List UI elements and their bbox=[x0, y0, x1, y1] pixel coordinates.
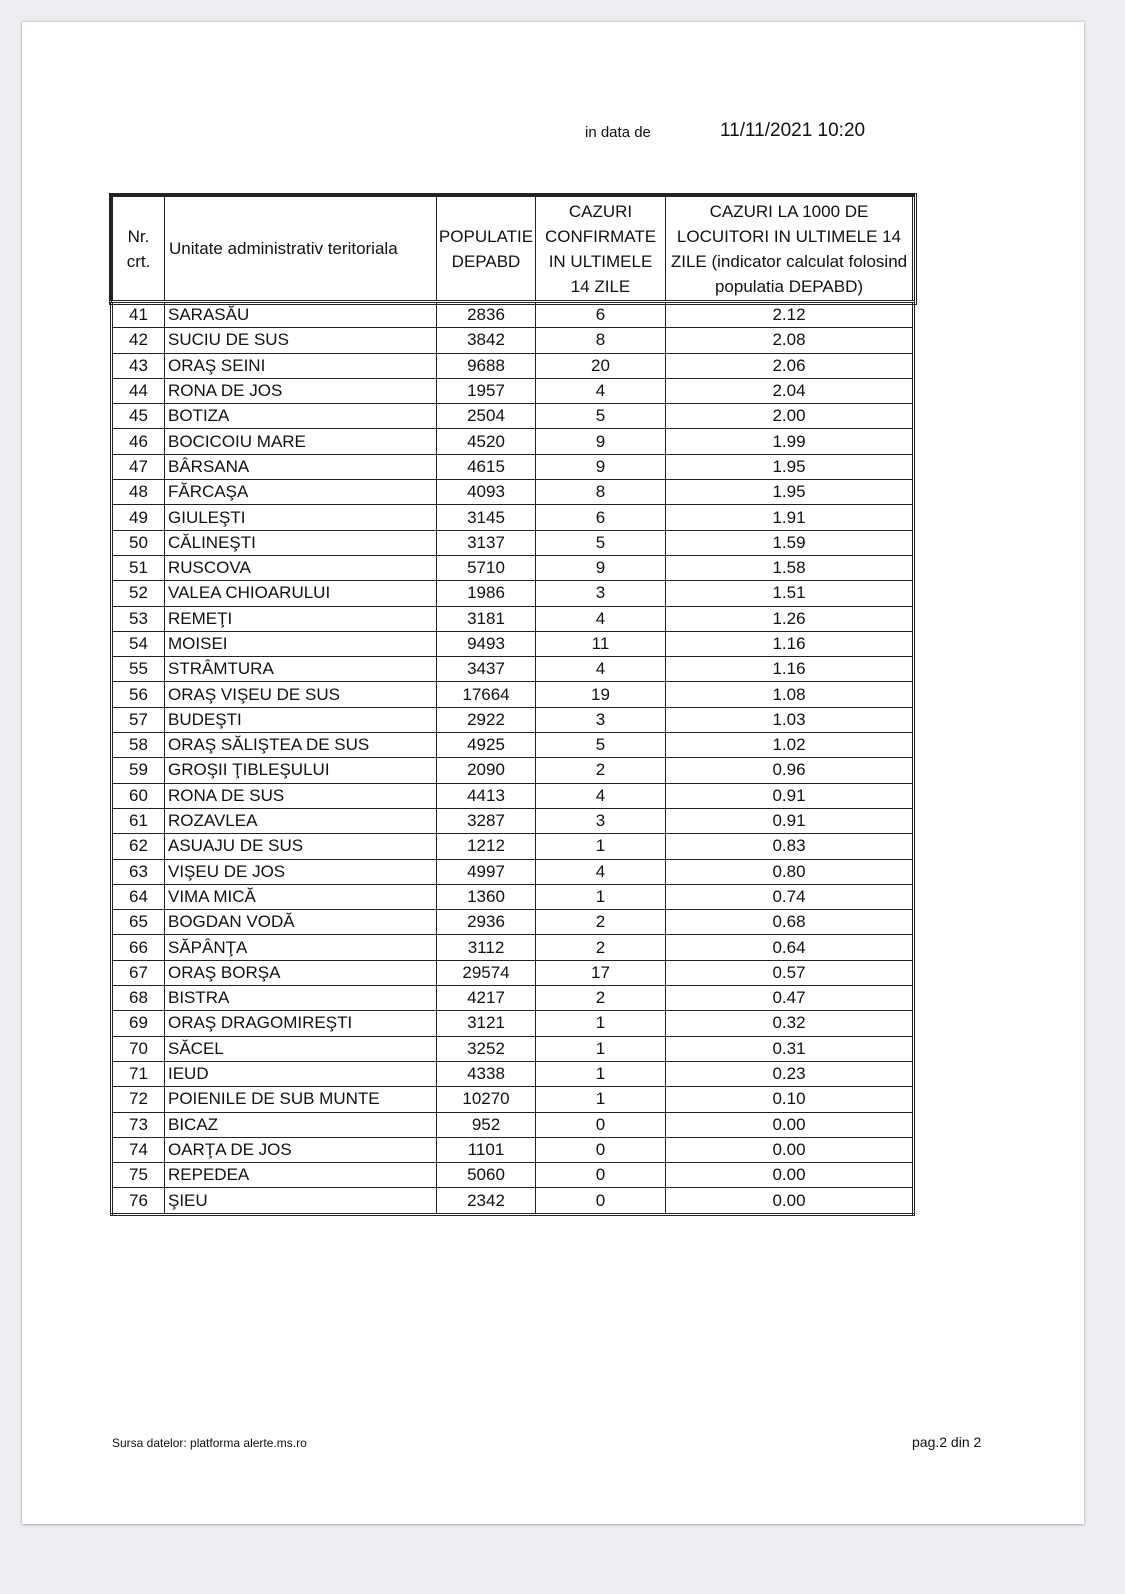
cases-table-container bbox=[110, 194, 912, 1216]
cell-population: 3145 bbox=[437, 505, 536, 530]
table-row bbox=[112, 1061, 914, 1086]
cell-cases: 9 bbox=[536, 429, 666, 454]
cell-nr: 56 bbox=[112, 682, 165, 707]
cell-uat: VALEA CHIOARULUI bbox=[165, 581, 437, 606]
cell-nr: 66 bbox=[112, 935, 165, 960]
cell-cases: 4 bbox=[536, 783, 666, 808]
table-row bbox=[112, 960, 914, 985]
cell-nr: 57 bbox=[112, 707, 165, 732]
cell-cases: 19 bbox=[536, 682, 666, 707]
cell-rate: 0.00 bbox=[666, 1163, 914, 1188]
cell-population: 9688 bbox=[437, 353, 536, 378]
cell-uat: BÂRSANA bbox=[165, 454, 437, 479]
cell-nr: 74 bbox=[112, 1137, 165, 1162]
cell-uat: REPEDEA bbox=[165, 1163, 437, 1188]
cell-nr: 61 bbox=[112, 808, 165, 833]
column-header-rate: CAZURI LA 1000 DE LOCUITORI IN ULTIMELE 14 ZILE (indicator calculat folosind populatia DEPABD) bbox=[666, 196, 914, 302]
table-row bbox=[112, 378, 914, 403]
cell-rate: 0.68 bbox=[666, 910, 914, 935]
table-row bbox=[112, 404, 914, 429]
table-row bbox=[112, 682, 914, 707]
cell-rate: 1.16 bbox=[666, 657, 914, 682]
table-row bbox=[112, 581, 914, 606]
cell-cases: 5 bbox=[536, 733, 666, 758]
cell-nr: 45 bbox=[112, 404, 165, 429]
column-header-nr: Nr. crt. bbox=[112, 196, 165, 302]
table-row bbox=[112, 1087, 914, 1112]
cell-cases: 8 bbox=[536, 328, 666, 353]
footer-page-number: pag.2 din 2 bbox=[912, 1434, 982, 1450]
cell-uat: IEUD bbox=[165, 1061, 437, 1086]
column-header-cases: CAZURI CONFIRMATE IN ULTIMELE 14 ZILE bbox=[536, 196, 666, 302]
cell-uat: BOTIZA bbox=[165, 404, 437, 429]
document-page bbox=[22, 22, 1084, 1524]
cell-uat: MOISEI bbox=[165, 631, 437, 656]
table-row bbox=[112, 429, 914, 454]
cell-nr: 42 bbox=[112, 328, 165, 353]
cell-population: 952 bbox=[437, 1112, 536, 1137]
cell-rate: 1.16 bbox=[666, 631, 914, 656]
table-row bbox=[112, 986, 914, 1011]
cell-uat: BISTRA bbox=[165, 986, 437, 1011]
cell-nr: 76 bbox=[112, 1188, 165, 1214]
cell-cases: 1 bbox=[536, 1087, 666, 1112]
cell-rate: 0.31 bbox=[666, 1036, 914, 1061]
cell-nr: 43 bbox=[112, 353, 165, 378]
cell-cases: 4 bbox=[536, 378, 666, 403]
cell-cases: 17 bbox=[536, 960, 666, 985]
cell-nr: 41 bbox=[112, 302, 165, 328]
cell-nr: 49 bbox=[112, 505, 165, 530]
cell-population: 2504 bbox=[437, 404, 536, 429]
table-row bbox=[112, 1036, 914, 1061]
table-row bbox=[112, 1163, 914, 1188]
cell-uat: SĂPÂNŢA bbox=[165, 935, 437, 960]
table-row bbox=[112, 555, 914, 580]
cell-uat: BOCICOIU MARE bbox=[165, 429, 437, 454]
cell-population: 4338 bbox=[437, 1061, 536, 1086]
cell-rate: 1.91 bbox=[666, 505, 914, 530]
table-row bbox=[112, 935, 914, 960]
cell-population: 4925 bbox=[437, 733, 536, 758]
cell-population: 3121 bbox=[437, 1011, 536, 1036]
table-row bbox=[112, 454, 914, 479]
cell-rate: 1.03 bbox=[666, 707, 914, 732]
cell-population: 2342 bbox=[437, 1188, 536, 1214]
cell-cases: 4 bbox=[536, 657, 666, 682]
cell-cases: 1 bbox=[536, 1036, 666, 1061]
footer-source: Sursa datelor: platforma alerte.ms.ro bbox=[112, 1436, 307, 1450]
cell-rate: 0.10 bbox=[666, 1087, 914, 1112]
cell-cases: 0 bbox=[536, 1112, 666, 1137]
cell-rate: 1.58 bbox=[666, 555, 914, 580]
cell-population: 3252 bbox=[437, 1036, 536, 1061]
table-row bbox=[112, 302, 914, 328]
cell-population: 5060 bbox=[437, 1163, 536, 1188]
cell-uat: ASUAJU DE SUS bbox=[165, 834, 437, 859]
cell-cases: 11 bbox=[536, 631, 666, 656]
cell-cases: 5 bbox=[536, 530, 666, 555]
cell-nr: 73 bbox=[112, 1112, 165, 1137]
table-row bbox=[112, 834, 914, 859]
cell-population: 4520 bbox=[437, 429, 536, 454]
table-row bbox=[112, 328, 914, 353]
cell-uat: SUCIU DE SUS bbox=[165, 328, 437, 353]
cell-population: 2936 bbox=[437, 910, 536, 935]
cell-cases: 20 bbox=[536, 353, 666, 378]
cell-cases: 8 bbox=[536, 480, 666, 505]
cell-cases: 2 bbox=[536, 986, 666, 1011]
cell-cases: 2 bbox=[536, 758, 666, 783]
table-row bbox=[112, 1112, 914, 1137]
cell-nr: 63 bbox=[112, 859, 165, 884]
cell-population: 3112 bbox=[437, 935, 536, 960]
cell-nr: 69 bbox=[112, 1011, 165, 1036]
cell-cases: 0 bbox=[536, 1163, 666, 1188]
cell-cases: 2 bbox=[536, 935, 666, 960]
cell-nr: 53 bbox=[112, 606, 165, 631]
cell-nr: 70 bbox=[112, 1036, 165, 1061]
cell-uat: RUSCOVA bbox=[165, 555, 437, 580]
table-row bbox=[112, 1188, 914, 1214]
cell-rate: 0.57 bbox=[666, 960, 914, 985]
cell-nr: 75 bbox=[112, 1163, 165, 1188]
header-row bbox=[112, 196, 914, 302]
cell-population: 1957 bbox=[437, 378, 536, 403]
cell-rate: 1.95 bbox=[666, 454, 914, 479]
cell-uat: REMEŢI bbox=[165, 606, 437, 631]
cell-cases: 3 bbox=[536, 808, 666, 833]
cell-rate: 1.02 bbox=[666, 733, 914, 758]
cell-rate: 0.83 bbox=[666, 834, 914, 859]
cell-nr: 54 bbox=[112, 631, 165, 656]
cell-nr: 71 bbox=[112, 1061, 165, 1086]
report-date-line bbox=[22, 122, 1084, 144]
cell-cases: 3 bbox=[536, 707, 666, 732]
cell-rate: 0.80 bbox=[666, 859, 914, 884]
cell-rate: 2.12 bbox=[666, 302, 914, 328]
cell-cases: 6 bbox=[536, 302, 666, 328]
cell-uat: ORAŞ SĂLIŞTEA DE SUS bbox=[165, 733, 437, 758]
cell-nr: 59 bbox=[112, 758, 165, 783]
cell-uat: ROZAVLEA bbox=[165, 808, 437, 833]
cell-rate: 0.32 bbox=[666, 1011, 914, 1036]
cell-population: 9493 bbox=[437, 631, 536, 656]
table-row bbox=[112, 707, 914, 732]
date-label: in data de bbox=[585, 124, 651, 141]
cell-uat: OARŢA DE JOS bbox=[165, 1137, 437, 1162]
cell-population: 2922 bbox=[437, 707, 536, 732]
cell-nr: 60 bbox=[112, 783, 165, 808]
cell-nr: 72 bbox=[112, 1087, 165, 1112]
table-row bbox=[112, 606, 914, 631]
cell-population: 4997 bbox=[437, 859, 536, 884]
cell-population: 1360 bbox=[437, 884, 536, 909]
cell-population: 17664 bbox=[437, 682, 536, 707]
cell-rate: 1.99 bbox=[666, 429, 914, 454]
cell-nr: 51 bbox=[112, 555, 165, 580]
column-header-population: POPULATIE DEPABD bbox=[437, 196, 536, 302]
cell-nr: 67 bbox=[112, 960, 165, 985]
cell-cases: 1 bbox=[536, 834, 666, 859]
cell-rate: 2.04 bbox=[666, 378, 914, 403]
cell-uat: FĂRCAŞA bbox=[165, 480, 437, 505]
cell-population: 1986 bbox=[437, 581, 536, 606]
cell-rate: 1.26 bbox=[666, 606, 914, 631]
cell-population: 2090 bbox=[437, 758, 536, 783]
cell-cases: 9 bbox=[536, 555, 666, 580]
cell-uat: POIENILE DE SUB MUNTE bbox=[165, 1087, 437, 1112]
cell-uat: GROŞII ŢIBLEŞULUI bbox=[165, 758, 437, 783]
cell-rate: 0.47 bbox=[666, 986, 914, 1011]
cell-rate: 2.08 bbox=[666, 328, 914, 353]
cell-cases: 1 bbox=[536, 1061, 666, 1086]
cell-rate: 0.91 bbox=[666, 808, 914, 833]
cell-nr: 50 bbox=[112, 530, 165, 555]
cell-population: 5710 bbox=[437, 555, 536, 580]
cell-population: 3137 bbox=[437, 530, 536, 555]
cell-nr: 55 bbox=[112, 657, 165, 682]
cell-nr: 48 bbox=[112, 480, 165, 505]
cell-nr: 47 bbox=[112, 454, 165, 479]
cell-nr: 64 bbox=[112, 884, 165, 909]
cell-nr: 46 bbox=[112, 429, 165, 454]
cell-cases: 1 bbox=[536, 1011, 666, 1036]
cell-cases: 0 bbox=[536, 1188, 666, 1214]
cell-uat: BOGDAN VODĂ bbox=[165, 910, 437, 935]
cell-population: 3287 bbox=[437, 808, 536, 833]
cell-population: 1101 bbox=[437, 1137, 536, 1162]
cell-uat: ORAŞ BORŞA bbox=[165, 960, 437, 985]
column-header-uat: Unitate administrativ teritoriala bbox=[165, 196, 437, 302]
table-row bbox=[112, 859, 914, 884]
cell-cases: 6 bbox=[536, 505, 666, 530]
cell-uat: STRÂMTURA bbox=[165, 657, 437, 682]
table-row bbox=[112, 530, 914, 555]
cell-uat: VIŞEU DE JOS bbox=[165, 859, 437, 884]
cell-population: 3842 bbox=[437, 328, 536, 353]
cell-population: 3181 bbox=[437, 606, 536, 631]
table-row bbox=[112, 657, 914, 682]
cell-uat: RONA DE SUS bbox=[165, 783, 437, 808]
table-row bbox=[112, 631, 914, 656]
cell-cases: 4 bbox=[536, 859, 666, 884]
table-row bbox=[112, 505, 914, 530]
cell-nr: 52 bbox=[112, 581, 165, 606]
cell-uat: ORAŞ DRAGOMIREŞTI bbox=[165, 1011, 437, 1036]
cell-population: 4217 bbox=[437, 986, 536, 1011]
cell-uat: RONA DE JOS bbox=[165, 378, 437, 403]
cell-rate: 0.96 bbox=[666, 758, 914, 783]
cell-population: 10270 bbox=[437, 1087, 536, 1112]
cell-rate: 0.23 bbox=[666, 1061, 914, 1086]
cell-rate: 0.91 bbox=[666, 783, 914, 808]
table-row bbox=[112, 884, 914, 909]
cell-uat: ORAŞ VIŞEU DE SUS bbox=[165, 682, 437, 707]
cell-cases: 4 bbox=[536, 606, 666, 631]
table-row bbox=[112, 808, 914, 833]
cell-rate: 1.95 bbox=[666, 480, 914, 505]
table-row bbox=[112, 733, 914, 758]
cell-cases: 2 bbox=[536, 910, 666, 935]
cell-nr: 58 bbox=[112, 733, 165, 758]
cell-nr: 68 bbox=[112, 986, 165, 1011]
cell-uat: ORAŞ SEINI bbox=[165, 353, 437, 378]
cell-uat: CĂLINEŞTI bbox=[165, 530, 437, 555]
cell-population: 4615 bbox=[437, 454, 536, 479]
cell-uat: BICAZ bbox=[165, 1112, 437, 1137]
cell-cases: 5 bbox=[536, 404, 666, 429]
cell-uat: GIULEŞTI bbox=[165, 505, 437, 530]
cell-nr: 65 bbox=[112, 910, 165, 935]
cell-population: 29574 bbox=[437, 960, 536, 985]
cell-rate: 0.64 bbox=[666, 935, 914, 960]
cell-rate: 0.00 bbox=[666, 1112, 914, 1137]
cell-rate: 2.00 bbox=[666, 404, 914, 429]
cell-rate: 2.06 bbox=[666, 353, 914, 378]
cell-cases: 3 bbox=[536, 581, 666, 606]
cell-rate: 0.00 bbox=[666, 1137, 914, 1162]
cell-rate: 0.74 bbox=[666, 884, 914, 909]
cell-nr: 44 bbox=[112, 378, 165, 403]
cell-rate: 1.08 bbox=[666, 682, 914, 707]
cell-uat: SĂCEL bbox=[165, 1036, 437, 1061]
table-row bbox=[112, 783, 914, 808]
cell-uat: ŞIEU bbox=[165, 1188, 437, 1214]
cell-population: 4413 bbox=[437, 783, 536, 808]
cell-nr: 62 bbox=[112, 834, 165, 859]
cell-cases: 0 bbox=[536, 1137, 666, 1162]
cell-uat: BUDEŞTI bbox=[165, 707, 437, 732]
cell-population: 4093 bbox=[437, 480, 536, 505]
cell-cases: 9 bbox=[536, 454, 666, 479]
cell-rate: 1.59 bbox=[666, 530, 914, 555]
cases-table bbox=[110, 194, 915, 1216]
table-row bbox=[112, 758, 914, 783]
table-row bbox=[112, 480, 914, 505]
cell-population: 3437 bbox=[437, 657, 536, 682]
table-row bbox=[112, 1137, 914, 1162]
cell-rate: 0.00 bbox=[666, 1188, 914, 1214]
table-row bbox=[112, 353, 914, 378]
table-header bbox=[112, 196, 914, 302]
cell-rate: 1.51 bbox=[666, 581, 914, 606]
cell-population: 2836 bbox=[437, 302, 536, 328]
table-row bbox=[112, 910, 914, 935]
cell-uat: VIMA MICĂ bbox=[165, 884, 437, 909]
table-row bbox=[112, 1011, 914, 1036]
table-body bbox=[112, 302, 914, 1215]
cell-cases: 1 bbox=[536, 884, 666, 909]
date-value: 11/11/2021 10:20 bbox=[720, 120, 866, 141]
cell-population: 1212 bbox=[437, 834, 536, 859]
cell-uat: SARASĂU bbox=[165, 302, 437, 328]
